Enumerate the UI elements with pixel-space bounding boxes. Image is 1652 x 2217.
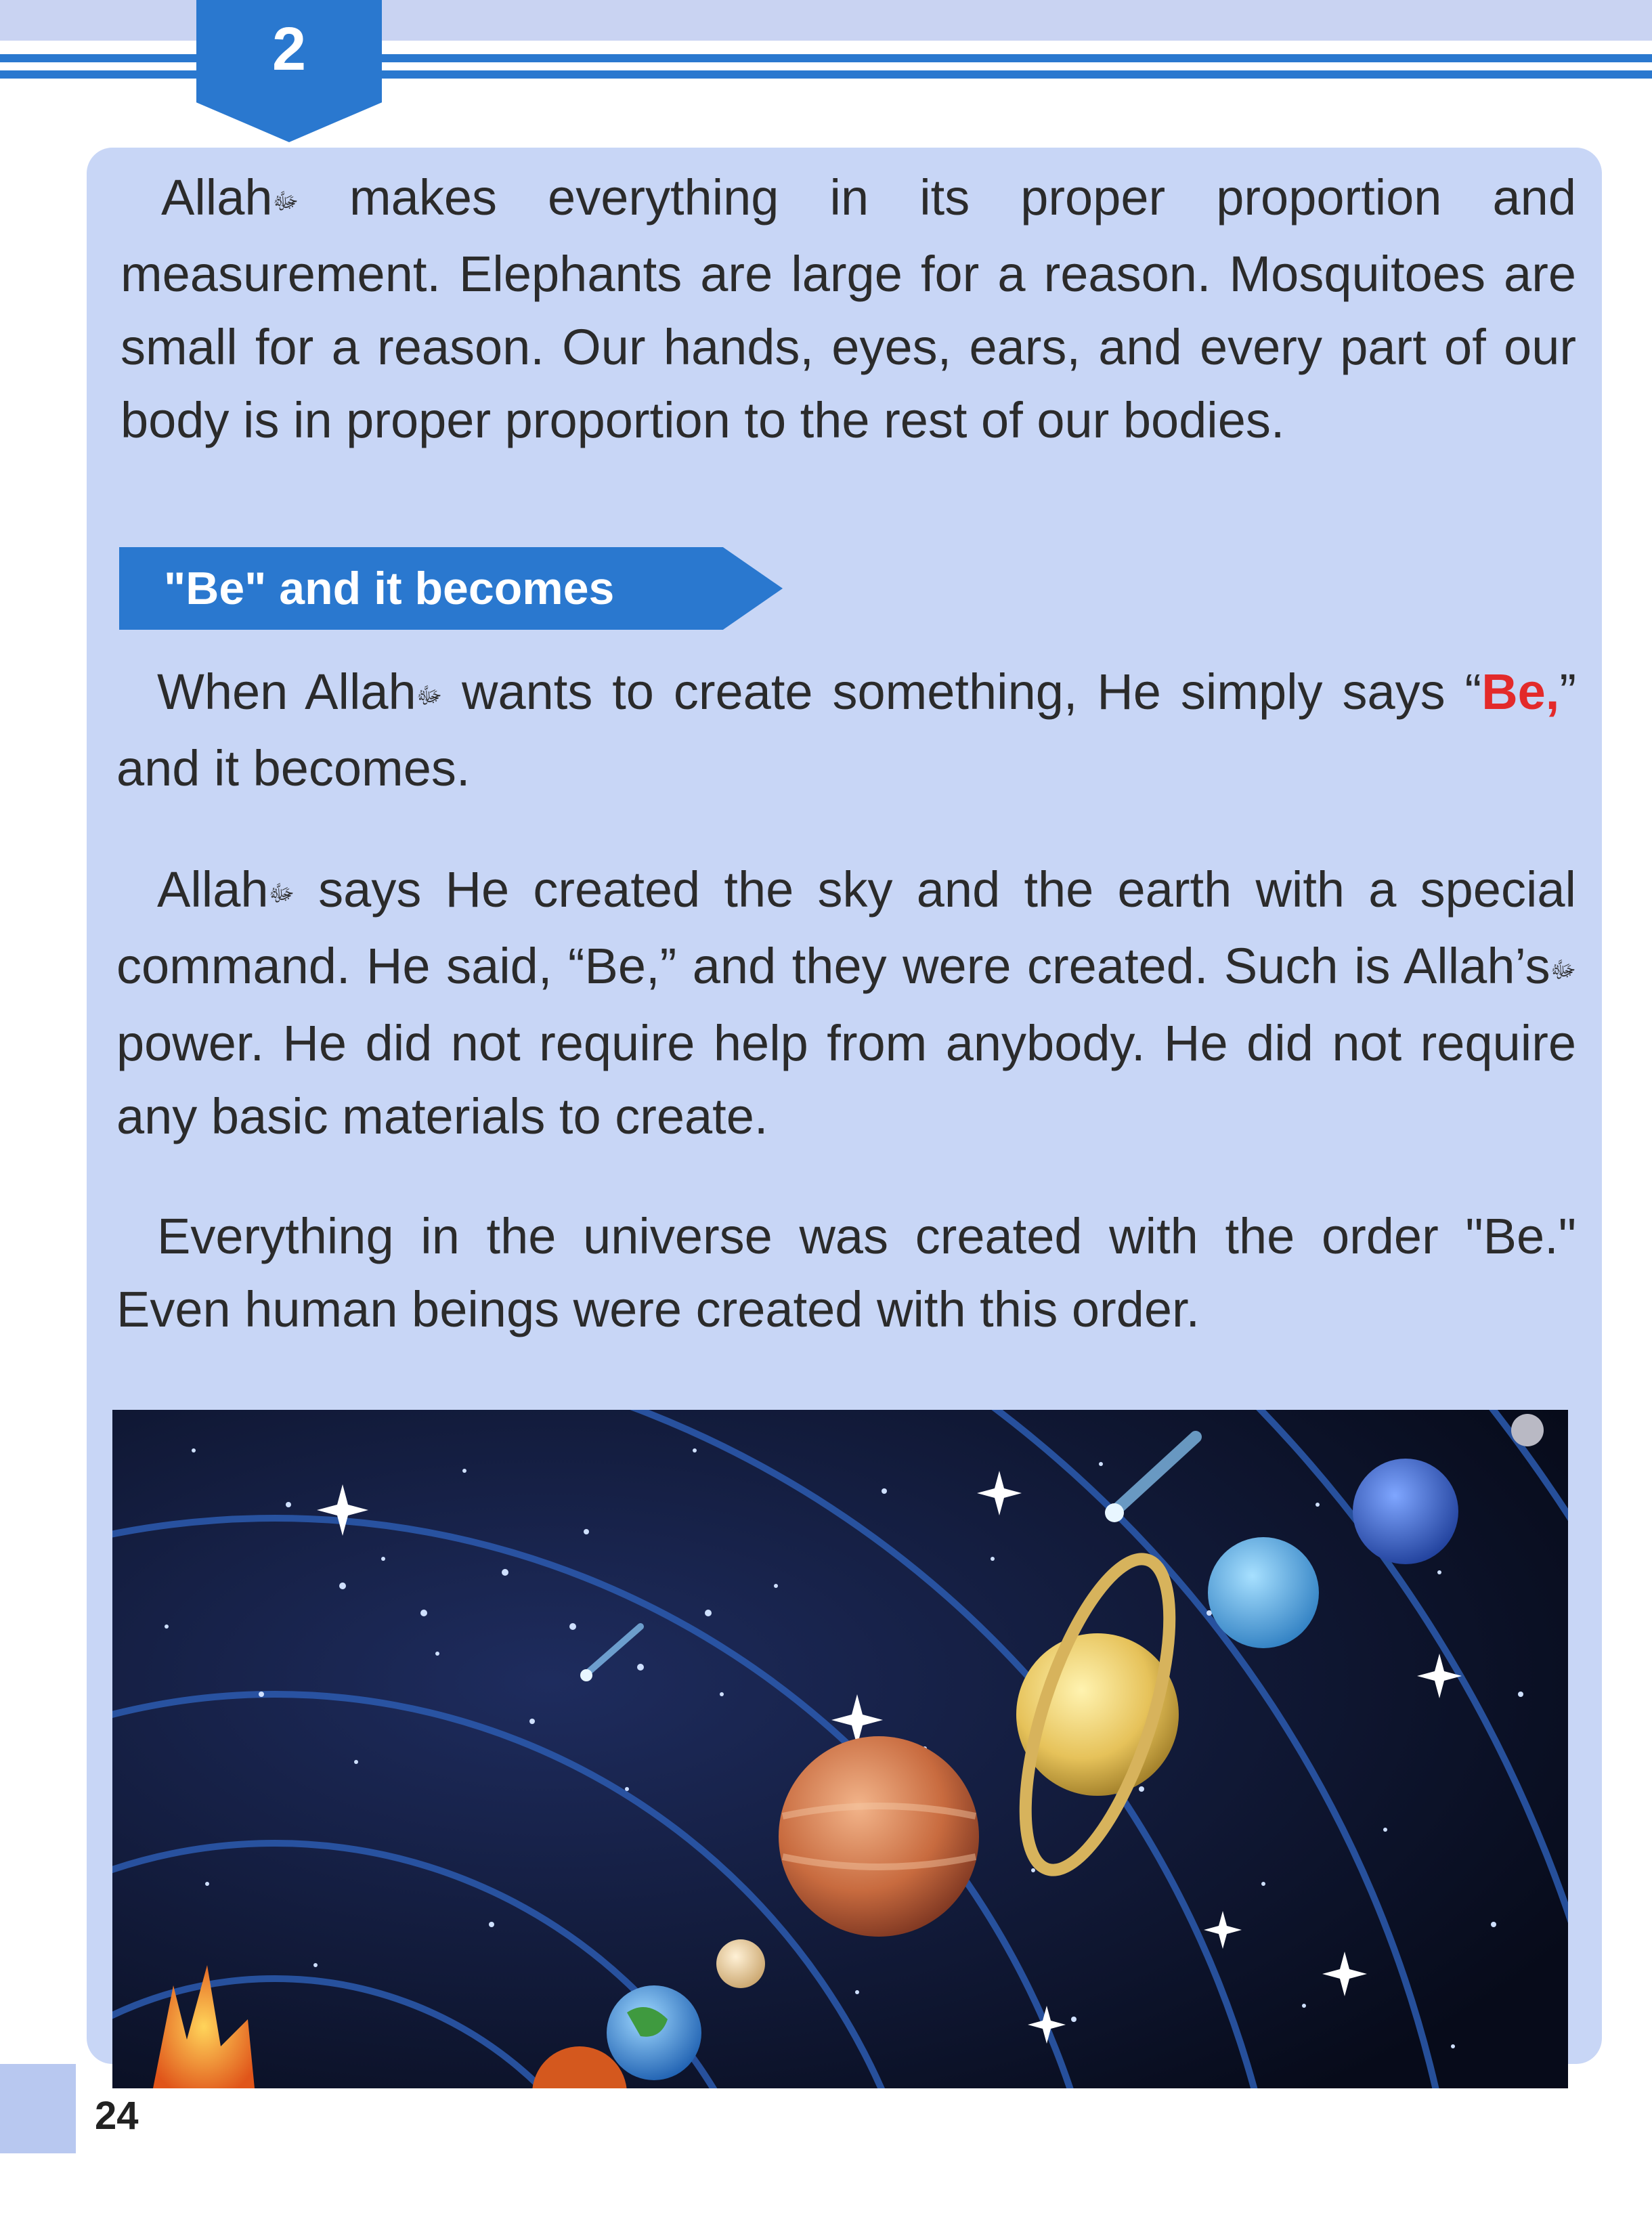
honorific-glyph: ﷻ [272,188,299,215]
honorific-glyph: ﷻ [416,683,443,709]
section-title: "Be" and it becomes [164,563,615,614]
page-number: 24 [95,2094,139,2138]
honorific-glyph: ﷻ [268,880,295,907]
solar-system-svg [112,1410,1568,2088]
honorific-glyph: ﷻ [1550,957,1576,983]
chapter-number: 2 [271,16,307,83]
page-tab [0,2064,76,2153]
section-paragraph-2: Allahﷻ says He created the sky and the earth with a special command. He said, “Be,” and they were created. Such is Allah’sﷻ power. He did not require help from anybody. He did not require any basic materials to create. [116,861,1576,1144]
intro-paragraph: Allahﷻ makes everything in its proper proportion and measurement. Elephants are large for a reason. Mosquitoes are small for a reason. Our hands, eyes, ears, and every part of our body is in proper proportion to the rest of our bodies. [121,169,1576,449]
solar-system-illustration [112,1410,1568,2088]
section-paragraph-1: When Allahﷻ wants to create something, He simply says “Be,” and it becomes. [116,664,1576,797]
section-paragraph-3: Everything in the universe was created with the order "Be." Even human beings were created with this order. [116,1208,1576,1337]
highlight-be: Be, [1481,664,1560,720]
